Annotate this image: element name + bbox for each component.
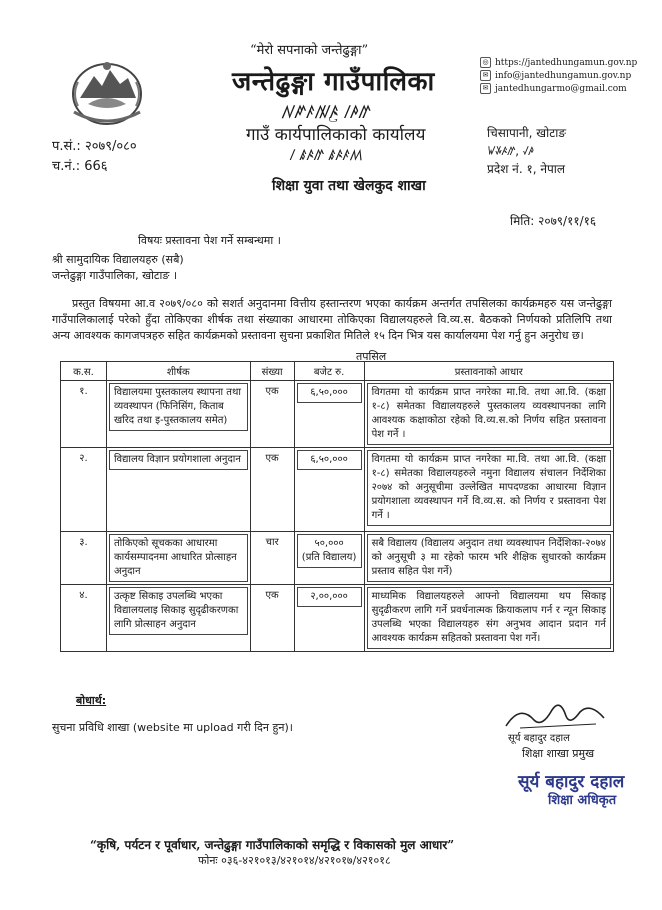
row-title-cell: [106, 448, 250, 532]
col-header-budget: बजेट रु.: [294, 362, 364, 381]
office-name: गाउँ कार्यपालिकाको कार्यालय: [246, 125, 426, 145]
chalani-value: 66६: [84, 159, 108, 174]
signature-scribble-icon: [500, 698, 610, 734]
row-basis-cell: [364, 532, 613, 585]
subject-line: विषयः प्रस्तावना पेश गर्ने सम्बन्धमा ।: [138, 234, 281, 247]
bodharth-label: बोधार्थ:: [76, 694, 107, 707]
col-header-count: संख्या: [250, 362, 294, 381]
row-count: एक: [250, 381, 294, 448]
chalani-number: [52, 156, 108, 174]
footer-phone: फोनः ०३६-४२१०१३/४२१०१४/४२१०१७/४२१०१८: [198, 854, 391, 867]
stamp-name: सूर्य बहादुर दहाल: [518, 772, 625, 792]
chalani-label: च.नं.:: [52, 159, 81, 174]
row-title: विद्यालय विज्ञान प्रयोगशाला अनुदान: [109, 450, 248, 470]
recipient-line-2: जन्तेढुङ्गा गाउँपालिका, खोटाङ ।: [52, 269, 177, 282]
col-header-sn: क.स.: [61, 362, 107, 381]
row-basis: विगतमा यो कार्यक्रम प्राप्त नगरेका मा.वि. तथा आ.वि. (कक्षा १-८) समेतका विद्यालयहरुले नमुना विद्यालय संचालन निर्देशिका २०७४ को अनुसूचीमा उल्लेखित मापदण्डका आधारमा विज्ञान प्रयोगशाला व्यवस्थापन गर्ने वि.व्य.स. को निर्णय र प्रस्तावना पेश गर्ने ।: [367, 450, 611, 526]
row-basis: विगतमा यो कार्यक्रम प्राप्त नगरेका मा.वि. तथा आ.वि. (कक्षा १-८) समेतका विद्यालयहरुले पुस्तकालय व्यवस्थापनका लागि आवश्यक कक्षाकोठा रहेको वि.व्य.स.को निर्णय सहित प्रस्तावना पेश गर्ने ।: [367, 383, 611, 445]
table-row: [61, 585, 614, 652]
office-name-script: ꤷ ꤹꤴꤼ ꤹꤴꤰꤵ: [290, 146, 364, 164]
contact-gmail-text: jantedhungarmo@gmail.com: [495, 83, 627, 94]
patra-label: प.सं.:: [52, 139, 81, 154]
col-header-title: शीर्षक: [106, 362, 250, 381]
row-count: चार: [250, 532, 294, 585]
row-budget-note: (प्रति विद्यालय): [301, 552, 357, 563]
contact-email-text: info@jantedhungamun.gov.np: [495, 70, 632, 81]
row-title: उत्कृष्ट सिकाइ उपलब्धि भएका विद्यालयलाइ सिकाइ सुदृढीकरणका लागि प्रोत्साहन अनुदान: [109, 587, 248, 635]
row-budget: २,००,०००: [297, 587, 362, 607]
org-name: जन्तेढुङ्गा गाउँपालिका: [232, 67, 435, 97]
globe-icon: ◎: [480, 57, 491, 68]
row-basis-cell: [364, 381, 613, 448]
stamp-role: शिक्षा अधिकृत: [548, 793, 617, 808]
row-title-cell: [106, 585, 250, 652]
recipient-line-1: श्री सामुदायिक विद्यालयहरु (सबै): [52, 253, 184, 266]
mail-icon: ✉: [480, 70, 491, 81]
row-budget: ६,५०,०००: [297, 383, 362, 403]
row-title-cell: [106, 532, 250, 585]
contact-website: [480, 57, 637, 68]
org-name-script: ꤾꤺꤰꤲꤴ꤬ ꤷꤳꤼ: [282, 102, 371, 123]
col-header-basis: प्रस्तावनाको आधार: [364, 362, 613, 381]
row-basis-cell: [364, 448, 613, 532]
row-count: एक: [250, 585, 294, 652]
table-row: [61, 448, 614, 532]
signatory-title: शिक्षा शाखा प्रमुख: [522, 747, 595, 760]
row-budget: ६,५०,०००: [297, 450, 362, 470]
row-sn: ४.: [61, 585, 107, 652]
signatory-name: सूर्य बहादुर दहाल: [508, 733, 570, 744]
row-budget-box: [297, 534, 362, 568]
patra-value: २०७९/०८०: [84, 139, 137, 154]
letter-date: मिति: २०७९/११/१६: [510, 214, 597, 228]
row-budget-cell: [294, 532, 364, 585]
schedule-table: [60, 361, 614, 652]
bodharth-line: सुचना प्रविधि शाखा (website मा upload गरी दिन हुन)।: [52, 721, 293, 734]
table-header-row: [61, 362, 614, 381]
row-budget: ५०,०००: [314, 538, 344, 549]
row-count: एक: [250, 448, 294, 532]
row-sn: २.: [61, 448, 107, 532]
address-line-1: चिसापानी, खोटाङ: [487, 126, 566, 140]
body-paragraph: प्रस्तुत विषयमा आ.व २०७९/०८० को सशर्त अनुदानमा वित्तीय हस्तान्तरण भएका कार्यक्रम अन्तर्गत तपसिलका कार्यक्रमहरु यस जन्तेढुङ्गा गाउँपालिकालाई परेको हुँदा तोकिएका शीर्षक तथा संख्याका आधारमा तोकिएका विद्यालयहरुले वि.व्य.स. बैठकको निर्णयको प्रतिलिपि तथा अन्य आवश्यक कागजपत्रहरु सहित कार्यक्रमको प्रस्तावना सुचना प्रकाशित मितिले १५ दिन भित्र यस कार्यालयमा पेश गर्नु हुन अनुरोध छ।: [52, 297, 612, 342]
row-title-cell: [106, 381, 250, 448]
table-row: [61, 381, 614, 448]
row-budget-cell: [294, 381, 364, 448]
row-basis: सबै विद्यालय (विद्यालय अनुदान तथा व्यवस्थापन निर्देशिका-२०७४ को अनुसूची ३ मा रहेको फारम भरि शैक्षिक सुधारको कार्यक्रम प्रस्ताव सहित पेश गर्ने): [367, 534, 611, 582]
footer-motto: “कृषि, पर्यटन र पूर्वाधार, जन्तेढुङ्गा गाउँपालिकाको समृद्धि र विकासको मुल आधार”: [90, 838, 455, 852]
table-caption: तपसिल: [356, 350, 387, 363]
table-row: [61, 532, 614, 585]
row-basis: माध्यमिक विद्यालयहरुले आफ्नो विद्यालयमा थप सिकाइ सुदृढीकरण लागि गर्ने प्रवर्धनात्मक क्रियाकलाप गर्न र न्यून सिकाइ उपलब्धि भएका विद्यालयहरु संग अनुभव आदान प्रदान गर्न आवश्यक कार्यक्रम सहितको प्रस्तावना पेश गर्ने।: [367, 587, 611, 649]
contact-email: [480, 70, 631, 81]
row-title: तोकिएको सूचकका आधारमा कार्यसम्पादनमा आधारित प्रोत्साहन अनुदान: [109, 534, 248, 582]
address-line-3: प्रदेश नं. १, नेपाल: [487, 162, 566, 176]
section-name: शिक्षा युवा तथा खेलकुद शाखा: [272, 178, 426, 194]
contact-website-text: https://jantedhungamun.gov.np: [495, 57, 638, 68]
mail-icon: ✉: [480, 83, 491, 94]
row-budget-cell: [294, 448, 364, 532]
patra-sankhya: [52, 136, 137, 154]
address-line-2: ꤿꤸꤴꤼ, ꤶꤳ: [487, 144, 535, 158]
contact-gmail: [480, 83, 627, 94]
header-motto: “मेरो सपनाको जन्तेढुङ्गा”: [250, 43, 369, 58]
nepal-emblem-icon: [64, 54, 150, 130]
row-title: विद्यालयमा पुस्तकालय स्थापना तथा व्यवस्थापन (फिनिसिंग, किताब खरिद तथा इ-पुस्तकालय समेत): [109, 383, 248, 431]
row-budget-cell: [294, 585, 364, 652]
row-sn: ३.: [61, 532, 107, 585]
row-sn: १.: [61, 381, 107, 448]
row-basis-cell: [364, 585, 613, 652]
